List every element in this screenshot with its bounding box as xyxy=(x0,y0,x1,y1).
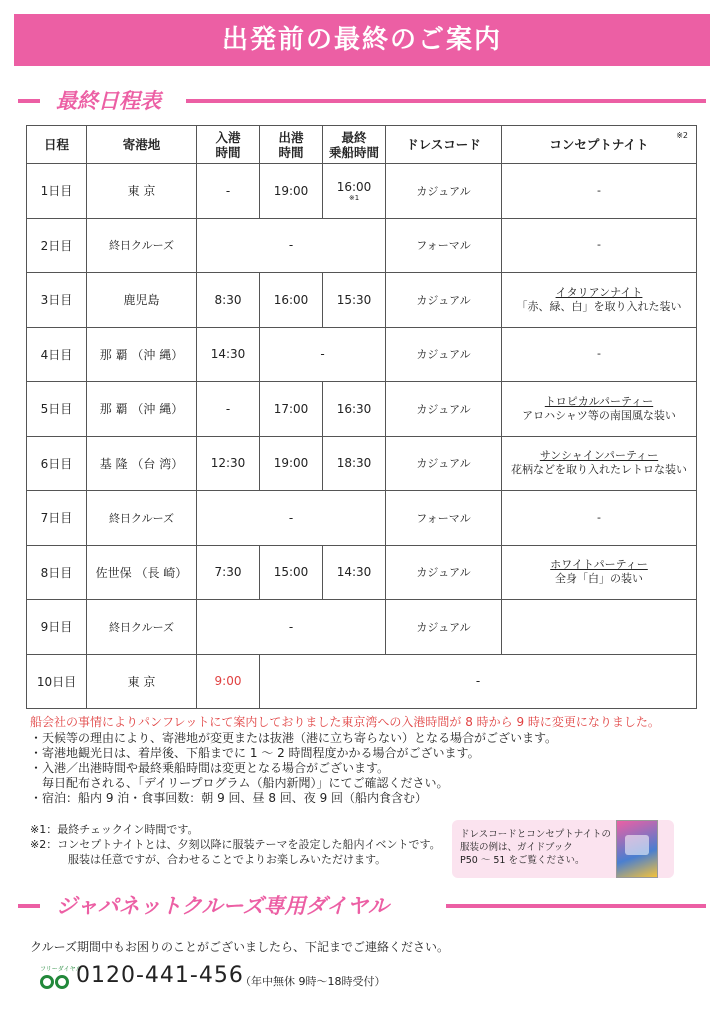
cell-concept xyxy=(502,164,697,219)
cell-day: 9日目 xyxy=(27,600,87,655)
schedule-table xyxy=(26,125,697,709)
cell-day: 3日目 xyxy=(27,273,87,328)
cell-port: 終日クルーズ xyxy=(87,218,197,273)
cell-dress: カジュアル xyxy=(386,273,502,328)
last-boarding-value: 16:00 xyxy=(336,179,372,194)
cell-dress: カジュアル xyxy=(386,600,502,655)
note-item: 毎日配布される、「デイリープログラム（船内新聞）」にてご確認ください。 xyxy=(42,776,449,790)
free-dial-caption: フリーダイヤル xyxy=(40,966,82,973)
cell-departure: 19:00 xyxy=(260,436,323,491)
concept-desc: - xyxy=(597,238,601,252)
cell-arrival: - xyxy=(197,164,260,219)
schedule-change-notice: 船会社の事情によりパンフレットにて案内しておりました東京湾への入港時間が 8 時から 9 時に変更になりました。 xyxy=(30,715,660,729)
concept-desc: - xyxy=(597,183,601,197)
cell-last-boarding: 14:30 xyxy=(323,545,386,600)
cell-port: 佐世保 （長 崎） xyxy=(87,545,197,600)
cell-concept xyxy=(502,218,697,273)
guidebook-note-line: P50 ～ 51 をご覧ください。 xyxy=(460,855,585,866)
cell-arrival: - xyxy=(197,382,260,437)
header-arrival: 入港 時間 xyxy=(197,126,260,164)
header-line-right xyxy=(186,99,706,103)
cell-port: 那 覇 （沖 縄） xyxy=(87,327,197,382)
header-departure: 出港 時間 xyxy=(260,126,323,164)
cell-times: - xyxy=(197,218,386,273)
cell-dress: カジュアル xyxy=(386,382,502,437)
header-dress-code: ドレスコード xyxy=(386,126,502,164)
cell-day: 8日目 xyxy=(27,545,87,600)
concept-desc: - xyxy=(597,510,601,524)
footnote-item: 服装は任意ですが、合わせることでよりお楽しみいただけます。 xyxy=(68,853,387,866)
cell-dress: カジュアル xyxy=(386,545,502,600)
header-day: 日程 xyxy=(27,126,87,164)
cell-arrival: 9:00 xyxy=(197,654,260,709)
header-line-left xyxy=(18,99,40,103)
header-port: 寄港地 xyxy=(87,126,197,164)
cell-day: 4日目 xyxy=(27,327,87,382)
note-item: ・天候等の理由により、寄港地が変更または抜港（港に立ち寄らない）となる場合がございます。 xyxy=(30,731,558,745)
schedule-section-label: 最終日程表 xyxy=(50,86,167,116)
table-row xyxy=(27,545,697,600)
cell-arrival: 8:30 xyxy=(197,273,260,328)
cell-port: 終日クルーズ xyxy=(87,600,197,655)
header-line-left xyxy=(18,904,40,908)
header-last-boarding: 最終 乗船時間 xyxy=(323,126,386,164)
reception-hours: （年中無休 9時～18時受付） xyxy=(240,975,386,988)
concept-title: サンシャインパーティー xyxy=(539,449,659,463)
page-title: 出発前の最終のご案内 xyxy=(14,14,710,66)
cell-port: 那 覇 （沖 縄） xyxy=(87,382,197,437)
cell-arrival: 14:30 xyxy=(197,327,260,382)
concept-desc: 全身「白」の装い xyxy=(555,572,643,586)
header-line-right xyxy=(446,904,706,908)
guidebook-note-line: ドレスコードとコンセプトナイトの xyxy=(460,829,612,840)
cell-times: - xyxy=(197,491,386,546)
dial-section-label: ジャパネットクルーズ専用ダイヤル xyxy=(50,891,395,921)
cell-dress: カジュアル xyxy=(386,327,502,382)
cell-concept xyxy=(502,491,697,546)
concept-title: イタリアンナイト xyxy=(555,285,643,299)
cell-times: - xyxy=(197,600,386,655)
concept-desc: 花柄などを取り入れたレトロな装い xyxy=(511,463,687,477)
cell-port: 東 京 xyxy=(87,164,197,219)
cell-last-boarding: 18:30 xyxy=(323,436,386,491)
cell-day: 10日目 xyxy=(27,654,87,709)
cell-last-boarding: 16:30 xyxy=(323,382,386,437)
cell-port: 鹿児島 xyxy=(87,273,197,328)
cell-concept xyxy=(502,436,697,491)
cell-dress: フォーマル xyxy=(386,218,502,273)
schedule-section-header xyxy=(18,86,706,116)
note-item: ・宿泊：船内 9 泊・食事回数：朝 9 回、昼 8 回、夜 9 回（船内食含む） xyxy=(30,791,428,805)
cell-dress: フォーマル xyxy=(386,491,502,546)
note-item: ・入港／出港時間や最終乗船時間は変更となる場合がございます。 xyxy=(30,761,390,775)
note-item: ・寄港地観光日は、着岸後、下船までに 1 ～ 2 時間程度かかる場合がございます。 xyxy=(30,746,480,760)
cell-dress: カジュアル xyxy=(386,164,502,219)
cell-arrival: 12:30 xyxy=(197,436,260,491)
table-row xyxy=(27,654,697,709)
table-row xyxy=(27,382,697,437)
dial-section-header xyxy=(18,891,706,921)
header-concept-night xyxy=(502,126,697,164)
header-concept-mark: ※2 xyxy=(676,131,688,140)
cell-concept xyxy=(502,327,697,382)
concept-title: トロピカルパーティー xyxy=(544,394,654,408)
guidebook-cover-image xyxy=(616,820,658,878)
cell-departure: 16:00 xyxy=(260,273,323,328)
cell-dress: カジュアル xyxy=(386,436,502,491)
cell-departure: 17:00 xyxy=(260,382,323,437)
cell-day: 2日目 xyxy=(27,218,87,273)
cell-port: 終日クルーズ xyxy=(87,491,197,546)
last-boarding-note: ※1 xyxy=(348,193,360,202)
footnotes xyxy=(30,822,450,867)
cell-day: 5日目 xyxy=(27,382,87,437)
table-row xyxy=(27,436,697,491)
concept-desc: 「赤、緑、白」を取り入れた装い xyxy=(516,299,682,313)
table-row xyxy=(27,164,697,219)
cell-concept xyxy=(502,545,697,600)
cell-day: 6日目 xyxy=(27,436,87,491)
dial-description: クルーズ期間中もお困りのことがございましたら、下記までご連絡ください。 xyxy=(30,940,450,954)
concept-desc: アロハシャツ等の南国風な装い xyxy=(522,408,676,422)
cell-day: 7日目 xyxy=(27,491,87,546)
concept-title: ホワイトパーティー xyxy=(550,558,648,572)
table-header-row xyxy=(27,126,697,164)
cell-concept xyxy=(502,273,697,328)
cell-times: - xyxy=(260,654,697,709)
cell-last-boarding xyxy=(323,164,386,219)
cell-concept xyxy=(502,600,697,655)
table-row xyxy=(27,327,697,382)
cell-times: - xyxy=(260,327,386,382)
cell-arrival: 7:30 xyxy=(197,545,260,600)
notes-list xyxy=(30,731,710,806)
concept-desc: - xyxy=(597,347,601,361)
cell-departure: 15:00 xyxy=(260,545,323,600)
header-concept-label: コンセプトナイト xyxy=(549,137,649,152)
cell-day: 1日目 xyxy=(27,164,87,219)
cell-concept xyxy=(502,382,697,437)
cell-departure: 19:00 xyxy=(260,164,323,219)
table-row xyxy=(27,491,697,546)
free-dial-circles xyxy=(40,975,70,989)
free-dial-icon xyxy=(40,966,82,992)
guidebook-note-line: 服装の例は、ガイドブック xyxy=(460,842,573,853)
table-row xyxy=(27,218,697,273)
table-row xyxy=(27,273,697,328)
footnote-item: ※2：コンセプトナイトとは、夕刻以降に服装テーマを設定した船内イベントです。 xyxy=(30,838,441,851)
cell-last-boarding: 15:30 xyxy=(323,273,386,328)
cell-port: 基 隆 （台 湾） xyxy=(87,436,197,491)
table-row xyxy=(27,600,697,655)
phone-number[interactable]: 0120-441-456 xyxy=(76,963,244,988)
cell-port: 東 京 xyxy=(87,654,197,709)
footnote-item: ※1：最終チェックイン時間です。 xyxy=(30,823,199,836)
